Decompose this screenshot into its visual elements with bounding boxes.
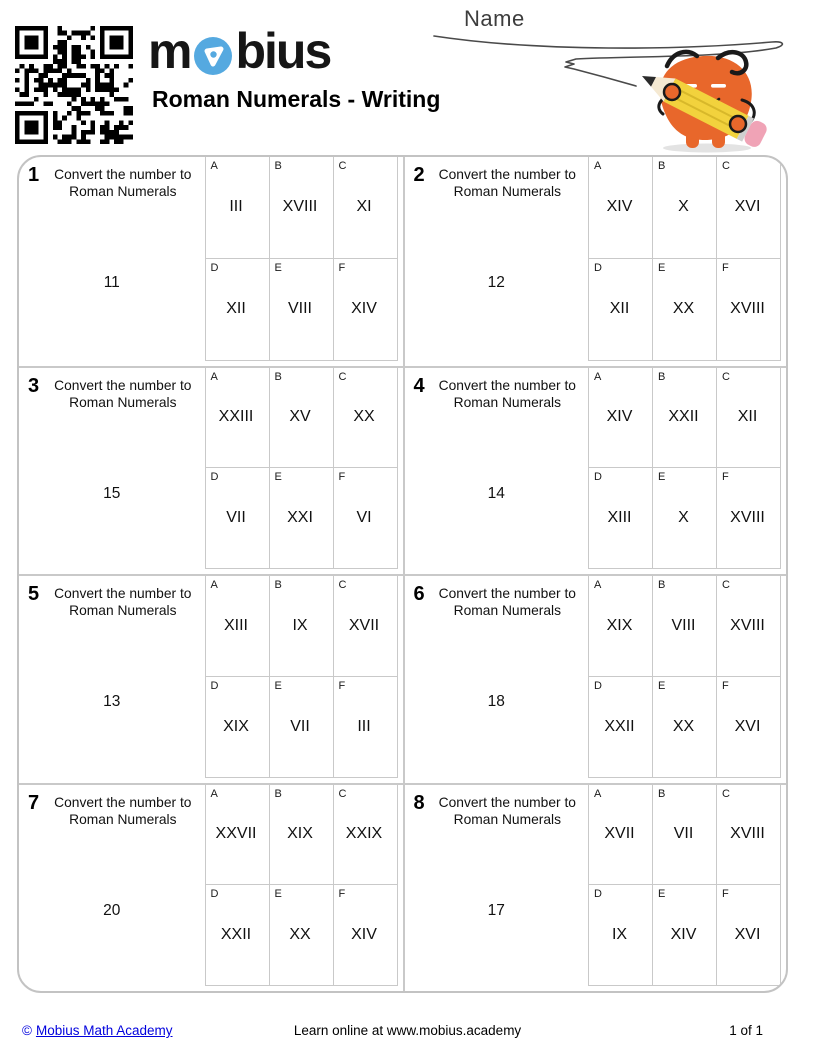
choice-numeral: XIV bbox=[670, 926, 697, 944]
problem-block bbox=[19, 783, 403, 992]
choice-numeral: XIX bbox=[287, 825, 313, 843]
answer-cell bbox=[334, 468, 398, 569]
choice-numeral: XXII bbox=[668, 408, 699, 426]
answer-cell bbox=[334, 157, 398, 259]
choice-letter: D bbox=[594, 888, 602, 901]
choice-letter: B bbox=[274, 787, 282, 800]
answer-cell bbox=[589, 785, 653, 886]
answer-grid bbox=[205, 157, 398, 361]
choice-letter: B bbox=[274, 370, 282, 383]
answer-cell bbox=[589, 368, 653, 469]
choice-numeral: XX bbox=[289, 926, 311, 944]
choice-numeral: III bbox=[229, 198, 243, 216]
prompt-line2: Roman Numerals bbox=[69, 394, 177, 410]
mobius-logo bbox=[148, 24, 330, 79]
answer-cell bbox=[334, 677, 398, 778]
choice-letter: E bbox=[658, 471, 666, 484]
prompt-line1: Convert the number to bbox=[438, 586, 576, 601]
choice-letter: A bbox=[594, 370, 602, 383]
footer bbox=[0, 1023, 815, 1038]
choice-letter: A bbox=[210, 579, 218, 591]
choice-letter: C bbox=[722, 787, 730, 800]
choice-numeral: XVI bbox=[734, 926, 761, 944]
choice-numeral: X bbox=[678, 198, 689, 216]
choice-letter: B bbox=[658, 370, 666, 383]
choice-numeral: VIII bbox=[671, 616, 696, 634]
choice-numeral: XIII bbox=[607, 509, 632, 527]
choice-letter: D bbox=[210, 679, 219, 692]
problem-prompt bbox=[43, 165, 202, 200]
problem-prompt bbox=[429, 793, 586, 828]
choice-numeral: XIV bbox=[351, 926, 377, 944]
problem-block bbox=[19, 366, 403, 575]
choice-letter: C bbox=[722, 579, 730, 591]
problem-left bbox=[19, 368, 205, 575]
prompt-line2: Roman Numerals bbox=[69, 184, 177, 200]
choice-numeral: XIX bbox=[606, 616, 633, 634]
prompt-line1: Convert the number to bbox=[54, 794, 192, 810]
problem-left bbox=[405, 576, 589, 783]
choice-letter: E bbox=[658, 888, 666, 901]
answer-grid bbox=[205, 785, 398, 987]
prompt-line1: Convert the number to bbox=[54, 586, 192, 601]
problem-left bbox=[405, 368, 589, 575]
prompt-line1: Convert the number to bbox=[438, 377, 576, 393]
problem-prompt bbox=[429, 584, 586, 619]
problem-number: 7 bbox=[28, 791, 40, 814]
choice-letter: F bbox=[722, 261, 729, 274]
answer-cell bbox=[270, 576, 334, 677]
answer-cell bbox=[717, 785, 781, 886]
problem-value: 12 bbox=[487, 274, 505, 291]
problem-number: 5 bbox=[28, 583, 40, 605]
answer-cell bbox=[717, 576, 781, 677]
problem-value: 11 bbox=[103, 274, 120, 291]
choice-letter: E bbox=[658, 261, 666, 274]
choice-numeral: XX bbox=[353, 408, 375, 426]
answer-cell bbox=[717, 677, 781, 778]
problem-prompt bbox=[43, 793, 202, 828]
choice-numeral: XVII bbox=[604, 825, 635, 843]
choice-letter: C bbox=[338, 787, 347, 800]
choice-letter: E bbox=[274, 471, 282, 484]
choice-numeral: XII bbox=[226, 300, 246, 318]
answer-cell bbox=[589, 576, 653, 677]
footer-copyright bbox=[22, 1023, 173, 1038]
answer-grid bbox=[588, 157, 781, 361]
choice-letter: C bbox=[722, 160, 730, 172]
choice-numeral: XVIII bbox=[730, 616, 765, 634]
choice-numeral: IX bbox=[292, 616, 308, 634]
answer-cell bbox=[334, 785, 398, 886]
choice-numeral: XXI bbox=[287, 509, 313, 527]
problem-prompt bbox=[43, 584, 202, 619]
qr-code-svg bbox=[15, 26, 133, 144]
choice-numeral: XI bbox=[356, 198, 372, 216]
choice-numeral: XX bbox=[672, 300, 695, 318]
problem-block bbox=[19, 157, 403, 366]
pencil-mascot bbox=[636, 52, 769, 149]
choice-numeral: XVI bbox=[734, 717, 761, 735]
problem-value: 17 bbox=[487, 901, 505, 919]
header-illustration bbox=[420, 0, 815, 155]
problem-value: 15 bbox=[103, 484, 121, 502]
choice-numeral: VII bbox=[673, 825, 694, 843]
answer-cell bbox=[270, 885, 334, 986]
answer-cell bbox=[206, 468, 270, 569]
answer-cell bbox=[589, 259, 653, 361]
answer-cell bbox=[206, 677, 270, 778]
answer-cell bbox=[270, 368, 334, 469]
answer-cell bbox=[653, 259, 717, 361]
problem-prompt bbox=[43, 376, 202, 411]
problem-block bbox=[403, 574, 787, 783]
page-number: 1 of 1 bbox=[729, 1023, 763, 1038]
choice-numeral: XXII bbox=[220, 926, 252, 944]
choice-numeral: XIII bbox=[223, 616, 248, 634]
choice-letter: E bbox=[274, 261, 282, 274]
footer-center-text: Learn online at www.mobius.academy bbox=[293, 1023, 522, 1038]
choice-letter: F bbox=[722, 888, 729, 901]
choice-numeral: XIX bbox=[223, 717, 249, 735]
answer-cell bbox=[717, 468, 781, 569]
answer-cell bbox=[717, 259, 781, 361]
answer-cell bbox=[206, 885, 270, 986]
problem-value: 20 bbox=[103, 901, 121, 919]
prompt-line1: Convert the number to bbox=[54, 377, 192, 393]
choice-numeral: XVIII bbox=[730, 509, 765, 527]
problem-value: 14 bbox=[487, 484, 505, 502]
answer-cell bbox=[270, 785, 334, 886]
choice-numeral: XXIX bbox=[345, 825, 383, 843]
problem-left bbox=[19, 157, 205, 366]
choice-letter: E bbox=[274, 888, 282, 901]
choice-letter: C bbox=[338, 370, 347, 383]
problem-value: 18 bbox=[487, 693, 505, 710]
answer-cell bbox=[717, 885, 781, 986]
choice-numeral: VII bbox=[226, 509, 246, 527]
answer-cell bbox=[334, 576, 398, 677]
answer-cell bbox=[270, 259, 334, 361]
choice-numeral: VII bbox=[290, 717, 310, 735]
prompt-line1: Convert the number to bbox=[438, 167, 576, 182]
mobius-academy-link[interactable]: Mobius Math Academy bbox=[35, 1023, 173, 1038]
choice-letter: A bbox=[210, 370, 218, 383]
choice-numeral: XVII bbox=[348, 616, 380, 634]
choice-letter: C bbox=[722, 370, 730, 383]
choice-numeral: XXIII bbox=[218, 408, 254, 426]
problem-number: 3 bbox=[28, 374, 40, 397]
prompt-line2: Roman Numerals bbox=[453, 811, 561, 827]
logo-text-m: m bbox=[148, 23, 191, 79]
choice-numeral: X bbox=[678, 509, 689, 527]
problem-left bbox=[405, 157, 589, 366]
prompt-line2: Roman Numerals bbox=[453, 184, 561, 200]
answer-cell bbox=[589, 885, 653, 986]
choice-letter: B bbox=[658, 787, 666, 800]
choice-numeral: XVIII bbox=[730, 300, 765, 318]
choice-letter: B bbox=[274, 160, 282, 172]
answer-cell bbox=[717, 157, 781, 259]
choice-letter: E bbox=[274, 679, 282, 692]
qr-code bbox=[15, 26, 133, 144]
problems-grid bbox=[17, 155, 788, 993]
choice-letter: D bbox=[594, 471, 602, 484]
answer-cell bbox=[589, 468, 653, 569]
problem-block bbox=[403, 366, 787, 575]
choice-numeral: XVIII bbox=[730, 825, 765, 843]
answer-grid bbox=[205, 368, 398, 570]
answer-cell bbox=[270, 468, 334, 569]
choice-letter: F bbox=[722, 679, 729, 692]
answer-cell bbox=[206, 576, 270, 677]
choice-letter: D bbox=[594, 679, 602, 692]
answer-cell bbox=[206, 785, 270, 886]
choice-letter: C bbox=[338, 579, 347, 591]
prompt-line2: Roman Numerals bbox=[69, 811, 177, 827]
answer-cell bbox=[653, 468, 717, 569]
problem-number: 6 bbox=[413, 583, 425, 605]
choice-letter: D bbox=[210, 888, 219, 901]
choice-letter: F bbox=[338, 679, 346, 692]
choice-letter: D bbox=[594, 261, 602, 274]
problem-left bbox=[19, 785, 205, 992]
choice-letter: A bbox=[594, 160, 602, 172]
answer-cell bbox=[653, 677, 717, 778]
prompt-line1: Convert the number to bbox=[438, 794, 576, 810]
answer-cell bbox=[206, 259, 270, 361]
choice-letter: A bbox=[594, 787, 602, 800]
answer-cell bbox=[270, 157, 334, 259]
choice-numeral: XXII bbox=[604, 717, 635, 735]
answer-grid bbox=[205, 576, 398, 778]
problem-prompt bbox=[429, 165, 586, 200]
choice-letter: F bbox=[722, 471, 729, 484]
choice-letter: A bbox=[594, 579, 602, 591]
problem-number: 2 bbox=[413, 164, 425, 186]
answer-cell bbox=[653, 785, 717, 886]
choice-numeral: XXVII bbox=[215, 825, 257, 843]
answer-grid bbox=[588, 576, 781, 778]
answer-cell bbox=[589, 677, 653, 778]
choice-numeral: XII bbox=[609, 300, 630, 318]
problem-block bbox=[403, 157, 787, 366]
answer-cell bbox=[653, 576, 717, 677]
choice-numeral: IX bbox=[611, 926, 628, 944]
choice-letter: C bbox=[338, 160, 347, 172]
choice-letter: A bbox=[210, 787, 218, 800]
choice-numeral: XII bbox=[737, 408, 758, 426]
choice-numeral: XIV bbox=[606, 408, 633, 426]
copyright-symbol: © bbox=[22, 1023, 32, 1038]
prompt-line2: Roman Numerals bbox=[69, 603, 177, 619]
prompt-line2: Roman Numerals bbox=[453, 603, 561, 619]
choice-letter: A bbox=[210, 160, 218, 172]
choice-letter: B bbox=[274, 579, 282, 591]
choice-letter: B bbox=[658, 579, 666, 591]
choice-numeral: VIII bbox=[287, 300, 312, 318]
problem-number: 4 bbox=[413, 374, 425, 397]
mobius-o-icon bbox=[193, 36, 233, 76]
answer-cell bbox=[334, 259, 398, 361]
choice-letter: F bbox=[338, 471, 346, 484]
answer-cell bbox=[653, 885, 717, 986]
choice-letter: B bbox=[658, 160, 666, 172]
problem-left bbox=[405, 785, 589, 992]
problem-block bbox=[403, 783, 787, 992]
choice-numeral: VI bbox=[356, 509, 372, 527]
choice-numeral: XV bbox=[289, 408, 311, 426]
answer-grid bbox=[588, 368, 781, 570]
prompt-line1: Convert the number to bbox=[54, 167, 192, 182]
logo-text-bius: bius bbox=[235, 23, 331, 79]
name-label: Name bbox=[464, 6, 525, 31]
choice-numeral: XIV bbox=[606, 198, 633, 216]
answer-cell bbox=[334, 885, 398, 986]
answer-cell bbox=[206, 157, 270, 259]
answer-cell bbox=[206, 368, 270, 469]
choice-numeral: XIV bbox=[351, 300, 377, 318]
answer-cell bbox=[270, 677, 334, 778]
mascot-shadow bbox=[663, 144, 751, 153]
problem-number: 1 bbox=[28, 164, 40, 186]
problem-value: 13 bbox=[103, 693, 121, 710]
answer-cell bbox=[334, 368, 398, 469]
choice-numeral: XVIII bbox=[282, 198, 318, 216]
problem-prompt bbox=[429, 376, 586, 411]
worksheet-title: Roman Numerals - Writing bbox=[152, 86, 441, 112]
choice-numeral: XX bbox=[672, 717, 695, 735]
choice-letter: D bbox=[210, 471, 219, 484]
prompt-line2: Roman Numerals bbox=[453, 394, 561, 410]
choice-letter: E bbox=[658, 679, 666, 692]
answer-grid bbox=[588, 785, 781, 987]
problem-left bbox=[19, 576, 205, 783]
problem-block bbox=[19, 574, 403, 783]
answer-cell bbox=[653, 157, 717, 259]
choice-numeral: III bbox=[357, 717, 371, 735]
answer-cell bbox=[589, 157, 653, 259]
problem-number: 8 bbox=[413, 791, 425, 814]
choice-letter: F bbox=[338, 261, 346, 274]
answer-cell bbox=[717, 368, 781, 469]
choice-letter: F bbox=[338, 888, 346, 901]
choice-numeral: XVI bbox=[734, 198, 761, 216]
choice-letter: D bbox=[210, 261, 219, 274]
answer-cell bbox=[653, 368, 717, 469]
